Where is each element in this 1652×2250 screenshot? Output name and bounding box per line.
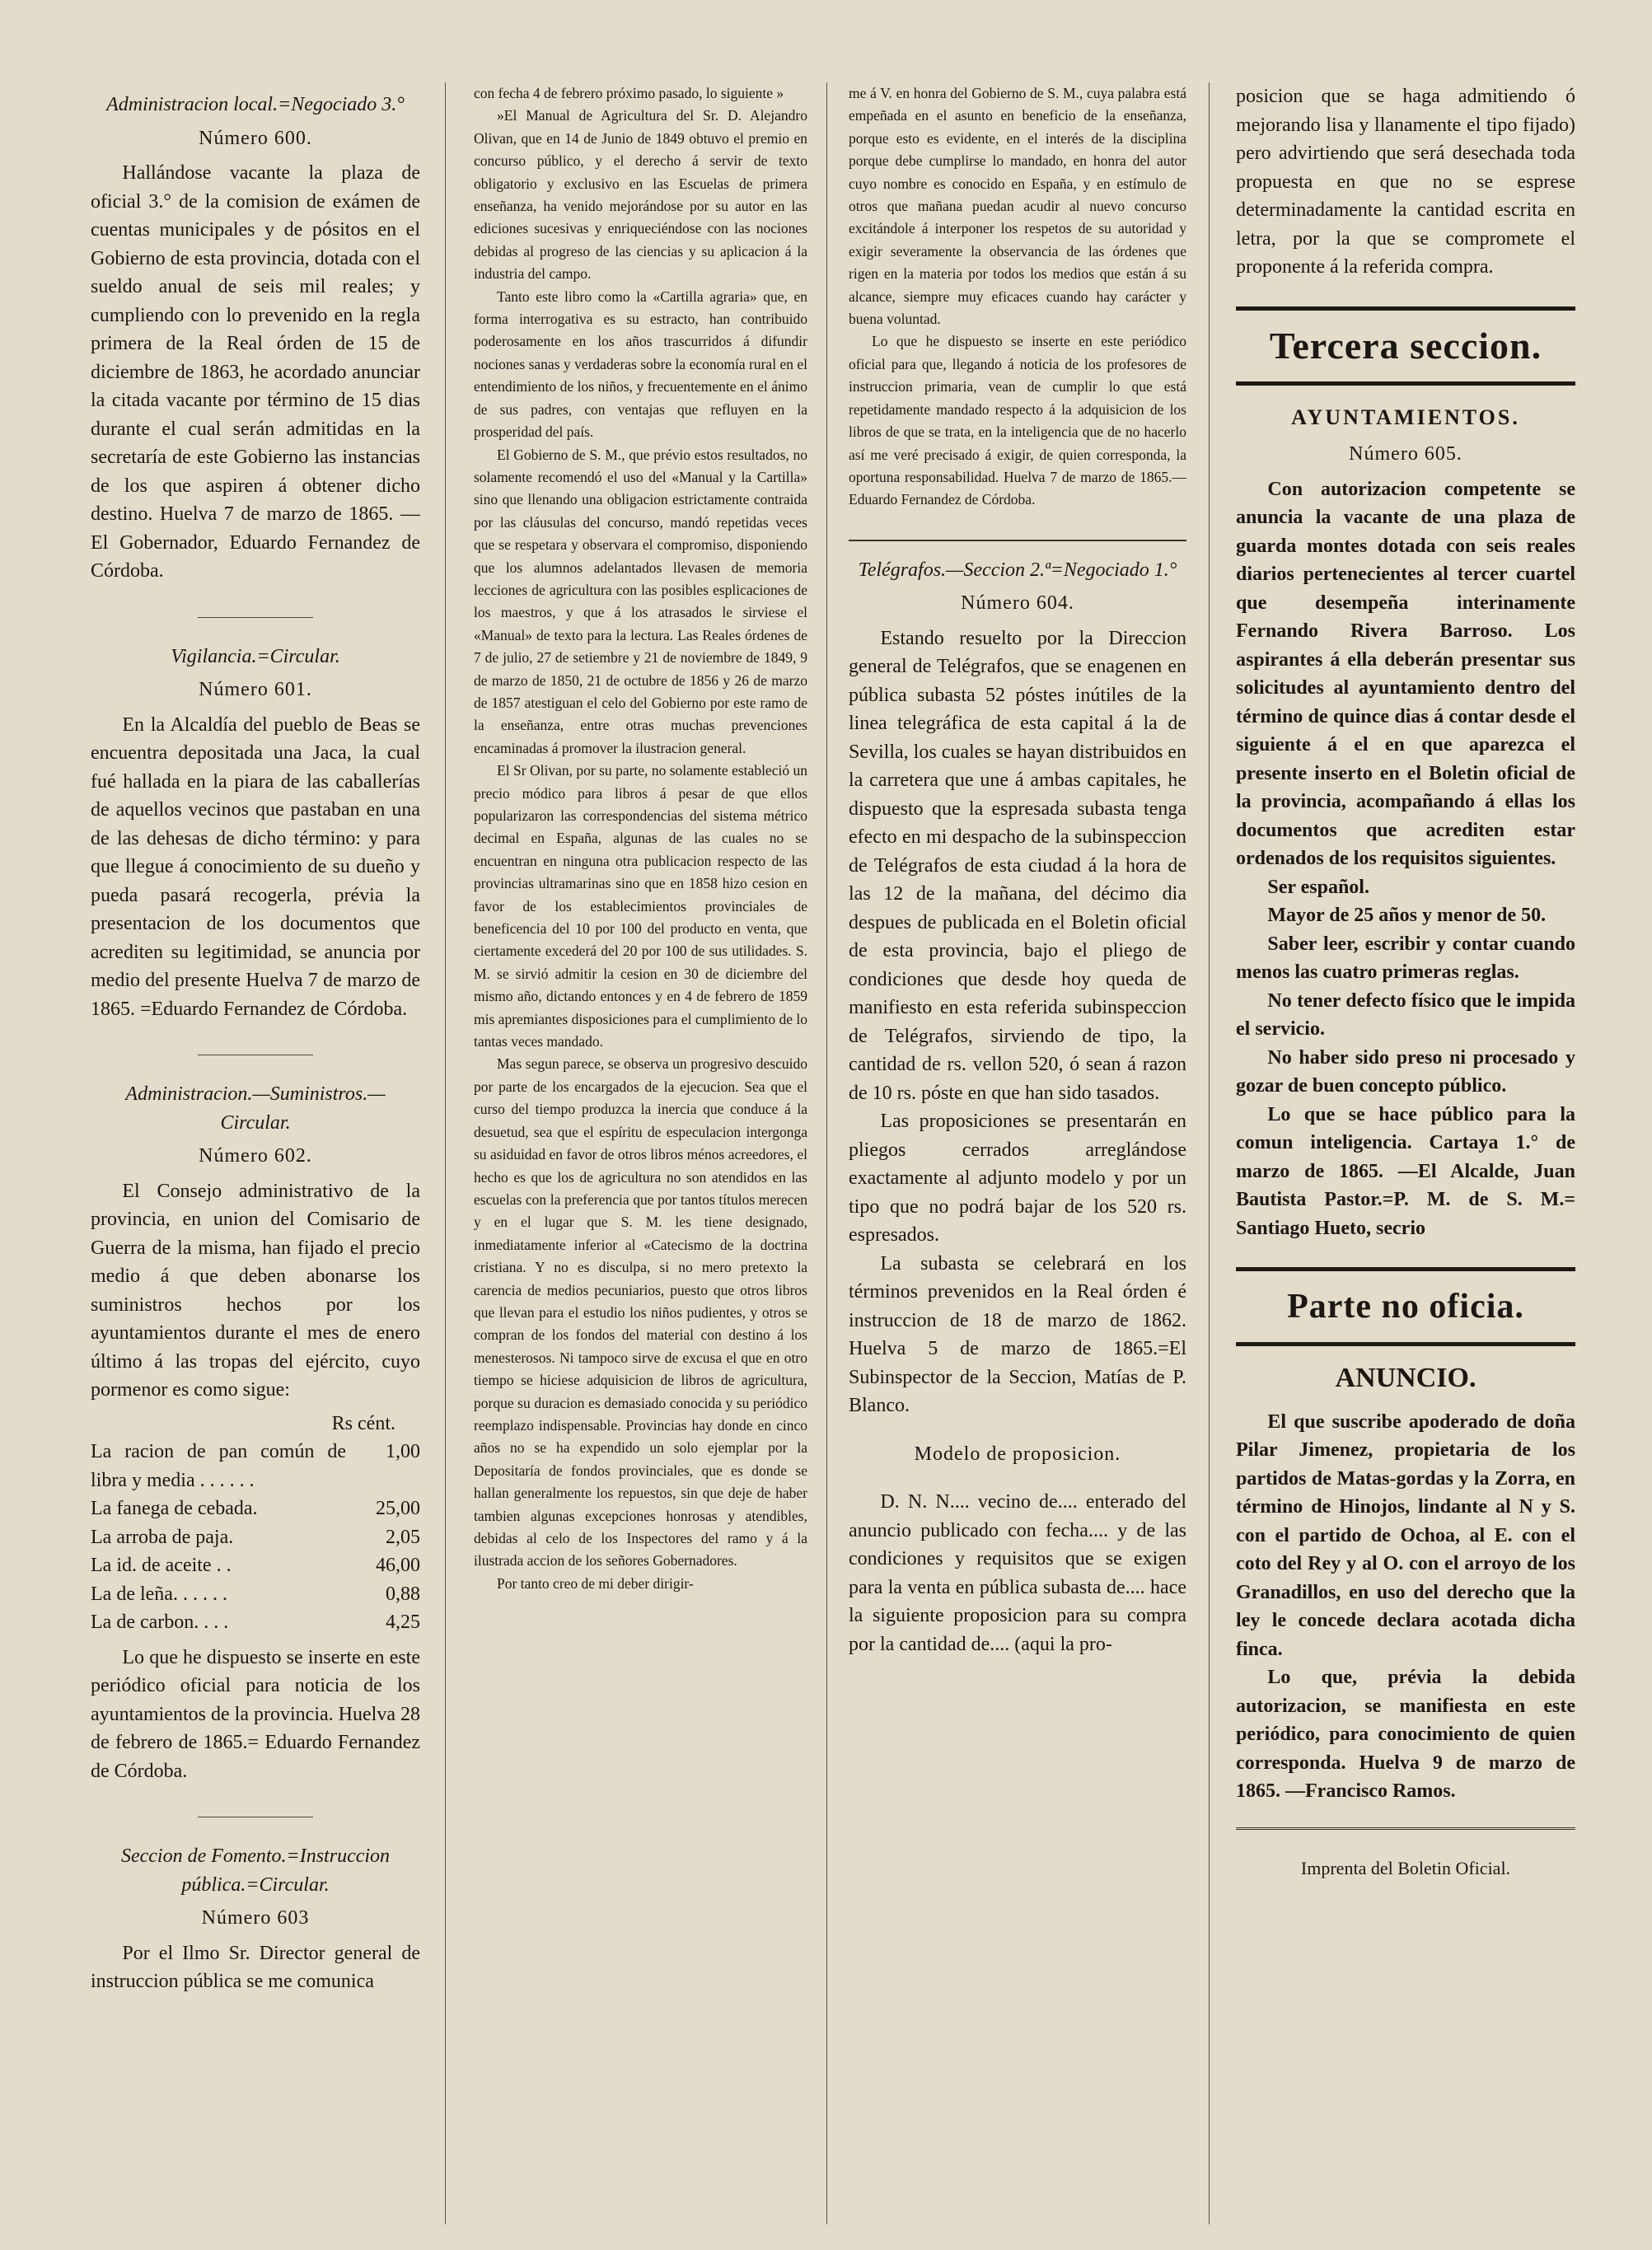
price-row bbox=[91, 1608, 420, 1637]
notice-body: Con autorizacion competente se anuncia la vacante de una plaza de guarda montes dotada con seis reales diarios pertenecientes al tercer cuartel que desempeña interinamente Fernando Rivera Barroso. Los aspirantes á ella deberán presentar sus solicitudes al ayuntamiento dentro del término de quince dias á contar desde el siguiente á el en que aparezca el presente inserto en el Boletin oficial de la provincia, acompañando á ellas los documentos que acrediten estar ordenados de los requisitos siguientes. bbox=[1236, 478, 1575, 869]
notice-number: Número 601. bbox=[199, 679, 312, 700]
notice-body: Lo que he dispuesto se inserte en este periódico oficial para noticia de los ayuntamientos de la provincia. Huelva 28 de febrero de 1865.= Eduardo Fernandez de Córdoba. bbox=[91, 1646, 420, 1782]
notice-body: D. N. N.... vecino de.... enterado del anuncio publicado con fecha.... y de las condiciones y requisitos que se exigen para la venta en pública subasta de.... hace la siguiente proposicion para su compra por la cantidad de.... (aqui la pro- bbox=[849, 1491, 1186, 1655]
printer-imprint: Imprenta del Boletin Oficial. bbox=[1300, 1857, 1511, 1878]
price-row bbox=[91, 1438, 420, 1495]
requirement: Ser español. bbox=[1267, 876, 1369, 898]
price-row bbox=[91, 1495, 420, 1523]
notice-body: Las proposiciones se presentarán en pliegos cerrados arreglándose exactamente al adjunto modelo y por un tipo que no podrá bajar de los 520 rs. espresados. bbox=[849, 1111, 1186, 1247]
price-item: La id. de aceite . . bbox=[91, 1555, 232, 1576]
separator bbox=[198, 617, 313, 618]
column-rule bbox=[826, 82, 827, 2224]
paragraph: me á V. en honra del Gobierno de S. M., cuya palabra está empeñada en el asunto en beneficio de la enseñanza, porque esto es evidente, en el interés de la disciplina porque debe cumplirse lo mandado, en honra del autor cuyo nombre es conocido en España, y en estímulo de otros que mañana puedan acudir al nuevo concurso excitándole á interponer los respetos de su autoridad y exigir severamente la observancia de las órdenes que rigen en la materia por todos los medios que están á su alcance, siempre muy eficaces cuando hay carácter y buena voluntad. bbox=[849, 85, 1186, 328]
paragraph: El Sr Olivan, por su parte, no solamente estableció un precio módico para libros á pesar de que ellos popularizaron las correspondencias del sistema métrico decimal en España, algunas de las cuales no se encuentran en ninguna otra publicacion respecto de las provincias ultramarinas sino que en 1858 hizo cesion en favor de los establecimientos provinciales de beneficencia del 10 por 100 del producto en venta, que ciertamente excederá del 20 por 100 de sus utilidades. S. M. se sirvió admitir la cesion en 30 de diciembre del mismo año, dictando entonces y en 4 de febrero de 1859 mis apremiantes disposiciones para el cumplimiento de lo tantas veces mandado. bbox=[474, 762, 807, 1050]
separator bbox=[849, 540, 1186, 541]
column-3 bbox=[849, 82, 1186, 2224]
section-heading: Administracion.—Suministros.—Circular. bbox=[125, 1083, 386, 1134]
requirement: Saber leer, escribir y contar cuando menos las cuatro primeras reglas. bbox=[1236, 933, 1575, 983]
requirement: No haber sido preso ni procesado y gozar de buen concepto público. bbox=[1236, 1046, 1575, 1097]
requirement: Mayor de 25 años y menor de 50. bbox=[1267, 905, 1547, 926]
column-2 bbox=[474, 82, 807, 2224]
price-value: 2,05 bbox=[386, 1526, 420, 1548]
notice-body: Estando resuelto por la Direccion general de Telégrafos, que se enagenen en pública subasta 52 póstes inútiles de la linea telegráfica de esta capital á la de Sevilla, los cuales se hayan distribuidos en la carretera que une á ambas capitales, he dispuesto que la espresada subasta tenga efecto en mi despacho de la subinspeccion de Telégrafos de esta ciudad á la hora de las 12 de la mañana, del décimo dia despues de publicada en el Boletin oficial de esta provincia, bajo el pliego de condiciones que desde hoy queda de manifiesto en esta referida subinspeccion de Telégrafos, sirviendo de tipo, la cantidad de rs. vellon 520, ó sean á razon de 10 rs. póste en que han sido tasados. bbox=[849, 627, 1186, 1104]
notice-body: Hallándose vacante la plaza de oficial 3.° de la comision de exámen de cuentas municipales y de pósitos en el Gobierno de esta provincia, dotada con el sueldo anual de seis mil reales; y cumpliendo con lo prevenido en la regla primera de la Real órden de 15 de diciembre de 1863, he acordado anunciar la citada vacante por término de 15 dias durante el cual serán admitidas en la secretaría de este Gobierno las instancias de los que aspiren á obtener dicho destino. Huelva 7 de marzo de 1865. —El Gobernador, Eduardo Fernandez de Córdoba. bbox=[91, 162, 420, 582]
section-heading: Vigilancia.=Circular. bbox=[171, 645, 340, 667]
price-value: 0,88 bbox=[386, 1583, 420, 1605]
price-value: 25,00 bbox=[376, 1498, 420, 1519]
notice-body: La subasta se celebrará en los términos prevenidos en la Real órden é instruccion de 18 de marzo de 1862. Huelva 5 de marzo de 1865.=El Subinspector de la Seccion, Matías de P. Blanco. bbox=[849, 1252, 1186, 1417]
price-row bbox=[91, 1523, 420, 1552]
price-item: La arroba de paja. bbox=[91, 1526, 234, 1548]
notice-number: Número 604. bbox=[961, 592, 1074, 615]
notice-number: Número 600. bbox=[199, 127, 312, 149]
price-item: La racion de pan común de libra y media . . . . . . bbox=[91, 1441, 346, 1491]
column-4 bbox=[1236, 82, 1575, 2224]
column-1 bbox=[91, 82, 420, 2224]
paragraph: con fecha 4 de febrero próximo pasado, lo siguiente » bbox=[474, 85, 784, 101]
section-heading: Administracion local.=Negociado 3.° bbox=[106, 94, 405, 115]
notice-body: Lo que se hace público para la comun inteligencia. Cartaya 1.° de marzo de 1865. —El Alcalde, Juan Bautista Pastor.=P. M. de S. M.= Santiago Hueto, secrio bbox=[1236, 1103, 1575, 1239]
notice-body: El Consejo administrativo de la provincia, en union del Comisario de Guerra de la misma, han fijado el precio medio á que deben abonarse los suministros hechos por los ayuntamientos durante el mes de enero último á las tropas del ejército, cuyo pormenor es como sigue: bbox=[91, 1180, 420, 1401]
announcement-title: ANUNCIO. bbox=[1335, 1363, 1477, 1393]
notice-body: Por el Ilmo Sr. Director general de instruccion pública se me comunica bbox=[91, 1942, 420, 1992]
column-rule bbox=[445, 82, 446, 2224]
price-table bbox=[91, 1410, 420, 1637]
notice-605 bbox=[1236, 475, 1575, 1243]
price-value: 4,25 bbox=[386, 1611, 420, 1633]
notice-body: En la Alcaldía del pueblo de Beas se encuentra depositada una Jaca, la cual fué hallada en la piara de las caballerías de aquellos vecinos que pastaban en una de las dehesas de dicho término: y para que llegue á conocimiento de su dueño y pueda pasará recogerla, prévia la presentacion de los documentos que acrediten su legitimidad, se anuncia por medio del presente Huelva 7 de marzo de 1865. =Eduardo Fernandez de Córdoba. bbox=[91, 713, 420, 1020]
section-banner bbox=[1236, 1267, 1575, 1346]
model-heading: Modelo de proposicion. bbox=[914, 1443, 1121, 1465]
price-header: Rs cént. bbox=[331, 1412, 395, 1434]
notice-number: Número 603 bbox=[201, 1907, 310, 1929]
paragraph: Lo que he dispuesto se inserte en este periódico oficial para que, llegando á noticia de los profesores de instruccion primaria, vean de cumplir lo que está repetidamente mandado respecto á la adquisicion de los libros de que se trata, en la inteligencia que de no hacerlo así me veré precisado á exigir, de quien corresponda, la oportuna responsabilidad. Huelva 7 de marzo de 1865.—Eduardo Fernandez de Córdoba. bbox=[849, 333, 1186, 508]
price-item: La fanega de cebada. bbox=[91, 1498, 258, 1519]
requirement: No tener defecto físico que le impida el servicio. bbox=[1236, 989, 1575, 1040]
paragraph: Por tanto creo de mi deber dirigir- bbox=[497, 1574, 694, 1592]
section-heading: Seccion de Fomento.=Instruccion pública.=Circular. bbox=[120, 1845, 391, 1896]
subsection-title: AYUNTAMIENTOS. bbox=[1291, 405, 1520, 429]
paragraph: El Gobierno de S. M., que prévio estos resultados, no solamente recomendó el uso del «Manual y la Cartilla» sino que llenando una obligacion estrictamente contraida por las cláusulas del concurso, mandó repetidas veces que se respetara y observara el compromiso, disponiendo que los alumnos adelantados llevasen de memoria lecciones de agricultura con las posibles esplicaciones de los maestros, y que á los atrasados le sirviese el «Manual» de texto para la lectura. Las Reales órdenes de 7 de julio, 27 de setiembre y 21 de noviembre de 1849, 9 de marzo de 1850, 21 de octubre de 1856 y 26 de marzo de 1857 atestiguan el celo del Gobierno por este ramo de la enseñanza, entre otras muchas prevenciones encaminadas á promover la ilustracion general. bbox=[474, 446, 807, 756]
price-item: La de leña. . . . . . bbox=[91, 1583, 227, 1605]
paragraph: posicion que se haga admitiendo ó mejorando lisa y llanamente el tipo fijado) pero advirtiendo que será desechada toda propuesta en que no se esprese determinadamente la cantidad escrita en letra, por la que se compromete el proponente á la referida compra. bbox=[1236, 86, 1575, 278]
notice-604 bbox=[849, 556, 1186, 1659]
paragraph: Mas segun parece, se observa un progresivo descuido por parte de los encargados de la ejecucion. Sea que el curso del tiempo produzca la inercia que conduce á la desuetud, sea que el espíritu de especulacion intergonga su asiduidad en favor de otros libros ménos acreedores, el hecho es que los de agricultura no son atendidos en las escuelas con la preferencia que por tantos títulos merecen y en el lugar que S. M. les tiene designado, inmediatamente inferior al «Catecismo de la doctrina cristiana. Y no es disculpa, si no mero pretexto la carencia de medios pecuniarios, puesto que otros libros que llevan para el estudio los niños pudientes, y otros se compran de los fondos del material con destino á los menesterosos. Ni tampoco sirve de excusa el que en otro tiempo se hiciese adquisicion de libros de agricultura, porque su duracion es demasiado conocida y su periódico reemplazo indispensable. Provincias hay donde en cinco años no se ha expendido un solo ejemplar por la Depositaría de fondos provinciales, que es donde se hallan generalmente los repuestos, sin que deje de haber tambien algunas excepciones honrosas y atendibles, debidas al celo de los Inspectores del ramo y á la ilustrada accion de los señores Gobernadores. bbox=[474, 1055, 807, 1569]
price-row bbox=[91, 1551, 420, 1580]
paragraph: »El Manual de Agricultura del Sr. D. Alejandro Olivan, que en 14 de Junio de 1849 obtuvo el premio en concurso público, y el derecho á servir de texto obligatorio y exclusivo en las Escuelas de primera enseñanza, ha venido mejorándose por su autor en las ediciones sucesivas y enriqueciéndose con las nociones debidas al progreso de las ciencias y su aplicacion á la industria del campo. bbox=[474, 107, 807, 283]
price-item: La de carbon. . . . bbox=[91, 1611, 229, 1633]
notice-number: Número 605. bbox=[1349, 443, 1462, 465]
section-banner bbox=[1236, 306, 1575, 386]
announcement bbox=[1236, 1408, 1575, 1806]
price-value: 1,00 bbox=[386, 1441, 420, 1462]
notice-number: Número 602. bbox=[199, 1145, 312, 1167]
paragraph: Tanto este libro como la «Cartilla agraria» que, en forma interrogativa es su estracto, han contribuido poderosamente en los años trascurridos á difundir nociones sanas y verdaderas sobre la economía rural en el entendimiento de los niños, y frecuentemente en el ánimo de sus padres, con ventajas que refluyen en la prosperidad del país. bbox=[474, 288, 807, 441]
price-value: 46,00 bbox=[376, 1555, 420, 1576]
section-title: Parte no oficia. bbox=[1287, 1288, 1524, 1326]
column-rule bbox=[1209, 82, 1210, 2224]
notice-body: El que suscribe apoderado de doña Pilar Jimenez, propietaria de los partidos de Matas-gordas y la Zorra, en término de Hinojos, lindante al N y S. con el partido de Ochoa, al E. con el coto del Rey y al O. con el arroyo de los Granadillos, en uso del derecho que la ley le concede declara acotada dicha finca. bbox=[1236, 1410, 1575, 1660]
section-title: Tercera seccion. bbox=[1269, 324, 1542, 367]
notice-body: Lo que, prévia la debida autorizacion, se manifiesta en este periódico, para conocimiento de quien corresponda. Huelva 9 de marzo de 1865. —Francisco Ramos. bbox=[1236, 1667, 1575, 1802]
separator bbox=[1236, 1827, 1575, 1830]
price-row bbox=[91, 1580, 420, 1609]
section-heading: Telégrafos.—Seccion 2.ª=Negociado 1.° bbox=[858, 559, 1177, 581]
